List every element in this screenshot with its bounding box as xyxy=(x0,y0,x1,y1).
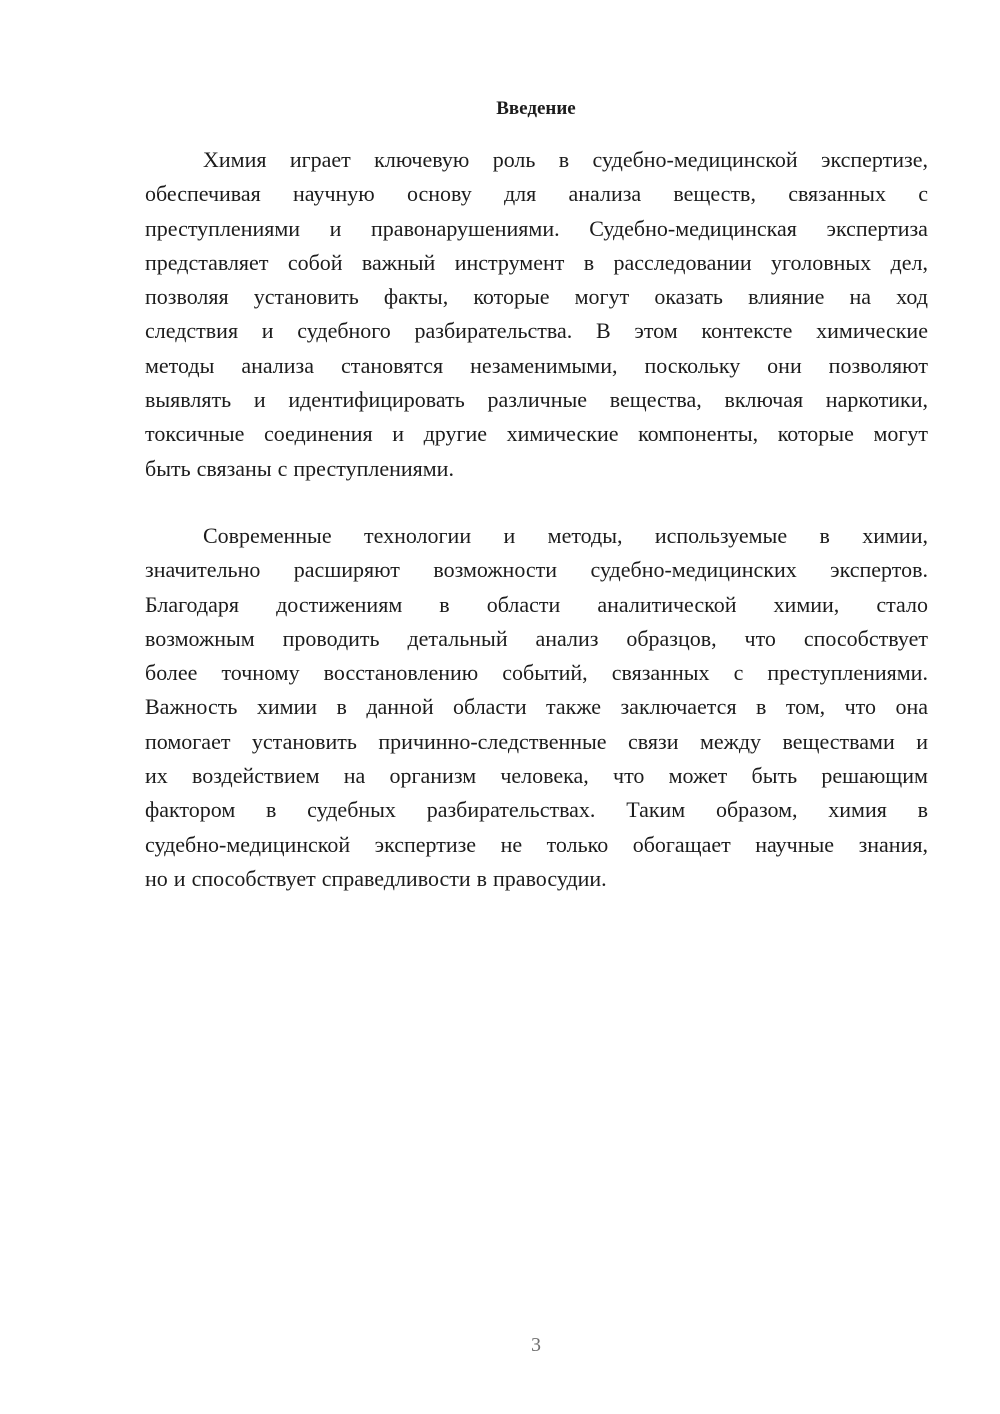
word: образцов, xyxy=(626,625,717,651)
text-line-words xyxy=(145,793,928,827)
word: обогащает xyxy=(632,831,731,857)
word: фактором xyxy=(145,797,236,823)
word: в xyxy=(819,523,830,548)
word: данной xyxy=(366,694,434,720)
word: способствует xyxy=(803,625,928,651)
text-line-words xyxy=(145,828,928,862)
word: уголовных xyxy=(771,249,872,275)
word: что xyxy=(744,625,776,651)
word: может xyxy=(668,763,728,789)
word: восстановлению xyxy=(323,660,479,686)
text-line xyxy=(145,588,928,622)
word: экспертов. xyxy=(830,557,928,583)
text-line xyxy=(145,280,928,314)
word: связанных xyxy=(788,181,886,207)
word: для xyxy=(503,181,537,207)
text-line xyxy=(145,690,928,724)
word: технологии xyxy=(363,523,472,548)
word: Судебно-медицинская xyxy=(589,215,797,241)
word: в xyxy=(558,147,570,172)
word: выявлять xyxy=(145,387,232,413)
word: экспертиза xyxy=(826,215,928,241)
word: поскольку xyxy=(644,352,741,378)
word: незаменимыми, xyxy=(470,352,618,378)
word: и xyxy=(329,215,342,241)
word: заключается xyxy=(620,694,737,720)
text-line xyxy=(145,246,928,280)
word: методы xyxy=(145,352,215,378)
word: в xyxy=(439,591,450,617)
section-title: Введение xyxy=(496,98,576,119)
word: основу xyxy=(406,181,472,207)
word: области xyxy=(486,591,561,617)
word: в xyxy=(476,865,488,891)
text-line-words xyxy=(145,690,928,724)
page-number: 3 xyxy=(531,1334,541,1356)
text-line-words xyxy=(145,725,928,759)
word: соединения xyxy=(263,421,373,447)
word: преступлениями xyxy=(145,215,301,241)
word: справедливости xyxy=(321,865,471,891)
word: химия xyxy=(828,797,887,823)
paragraph-1 xyxy=(145,143,928,486)
text-line xyxy=(145,622,928,656)
word: быть xyxy=(145,455,191,481)
word: собой xyxy=(287,249,343,275)
word: и xyxy=(261,318,274,344)
word: не xyxy=(500,831,523,857)
word: Химия xyxy=(203,147,267,172)
word: преступлениями. xyxy=(767,660,928,686)
text-line xyxy=(145,725,928,759)
text-line xyxy=(145,519,928,553)
word: представляет xyxy=(145,249,269,275)
word: которые xyxy=(473,284,550,310)
word: и xyxy=(916,728,928,754)
word: позволяют xyxy=(828,352,928,378)
text-line xyxy=(145,349,928,383)
text-line-words xyxy=(145,246,928,280)
word: в xyxy=(336,694,347,720)
word: Современные xyxy=(203,523,332,548)
word: наркотики, xyxy=(825,387,928,413)
word: анализа xyxy=(568,181,642,207)
text-line xyxy=(145,143,928,177)
word: правонарушениями. xyxy=(371,215,560,241)
text-line xyxy=(145,383,928,417)
word: химические xyxy=(816,318,928,344)
word: химии, xyxy=(773,591,840,617)
word: более xyxy=(145,660,198,686)
word: значительно xyxy=(145,557,261,583)
word: на xyxy=(343,763,366,789)
text-line xyxy=(145,417,928,451)
word: химии, xyxy=(862,523,928,548)
text-line-words xyxy=(145,349,928,383)
word: воздействием xyxy=(192,763,320,789)
word: веществ, xyxy=(673,181,756,207)
word: с xyxy=(918,181,928,207)
word: которые xyxy=(777,421,854,447)
word: событий, xyxy=(502,660,588,686)
word: анализ xyxy=(535,625,599,651)
word: роль xyxy=(492,147,536,172)
word: судебно-медицинской xyxy=(592,147,798,172)
text-line xyxy=(145,759,928,793)
word: токсичные xyxy=(145,421,245,447)
word: они xyxy=(767,352,802,378)
word: ход xyxy=(896,284,928,310)
word: другие xyxy=(423,421,488,447)
word: возможности xyxy=(433,557,558,583)
text-line xyxy=(145,212,928,246)
word: обеспечивая xyxy=(145,181,261,207)
text-line-words xyxy=(145,212,928,246)
text-line xyxy=(145,862,928,896)
word: химические xyxy=(506,421,619,447)
word: проводить xyxy=(282,625,380,651)
word: разбирательствах. xyxy=(426,797,596,823)
word: этом xyxy=(634,318,678,344)
word: аналитической xyxy=(597,591,737,617)
word: идентифицировать xyxy=(288,387,465,413)
word: оказать xyxy=(654,284,723,310)
text-line xyxy=(145,177,928,211)
word: решающим xyxy=(821,763,928,789)
word: расширяют xyxy=(293,557,400,583)
word: химии xyxy=(256,694,318,720)
word: с xyxy=(733,660,744,686)
word: но xyxy=(145,865,168,891)
word: инструмент xyxy=(454,249,565,275)
word: судебно-медицинских xyxy=(590,557,797,583)
word: и xyxy=(253,387,266,413)
word: знания, xyxy=(858,831,928,857)
word: и xyxy=(173,865,186,891)
text-line-words xyxy=(145,417,928,451)
word: причинно-следственные xyxy=(378,728,607,754)
text-line xyxy=(145,452,928,486)
word: между xyxy=(699,728,762,754)
word: возможным xyxy=(145,625,255,651)
word: могут xyxy=(574,284,630,310)
word: научные xyxy=(755,831,835,857)
word: анализа xyxy=(241,352,315,378)
word: дел, xyxy=(890,249,928,275)
text-line-words xyxy=(145,383,928,417)
word: человека, xyxy=(500,763,589,789)
text-line-words xyxy=(145,553,928,587)
word: разбирательства. xyxy=(414,318,573,344)
text-line-words xyxy=(145,177,928,211)
word: могут xyxy=(873,421,928,447)
word: научную xyxy=(293,181,375,207)
word: веществами xyxy=(782,728,895,754)
text-line xyxy=(145,828,928,862)
paragraph-2 xyxy=(145,519,928,896)
word: влияние xyxy=(748,284,825,310)
word: судебно-медицинской xyxy=(145,831,351,857)
word: только xyxy=(546,831,609,857)
word: включая xyxy=(724,387,804,413)
word: связаны xyxy=(196,455,272,481)
word: в xyxy=(756,694,767,720)
word: быть xyxy=(751,763,798,789)
text-line-words xyxy=(145,759,928,793)
word: В xyxy=(595,318,611,344)
word: что xyxy=(613,763,645,789)
word: ключевую xyxy=(374,147,470,172)
text-line-words xyxy=(145,280,928,314)
word: стало xyxy=(876,591,928,617)
text-line-words xyxy=(145,314,928,348)
word: детальный xyxy=(407,625,508,651)
word: с xyxy=(277,455,288,481)
word: в xyxy=(583,249,595,275)
text-line-words xyxy=(145,862,928,896)
word: различные xyxy=(487,387,588,413)
word: связи xyxy=(628,728,679,754)
word: методы, xyxy=(547,523,623,548)
word: Таким xyxy=(626,797,686,823)
word: и xyxy=(503,523,516,548)
word: Благодаря xyxy=(145,591,240,617)
text-line xyxy=(145,656,928,690)
word: достижениям xyxy=(276,591,403,617)
text-line-words xyxy=(145,622,928,656)
word: правосудии. xyxy=(493,865,607,891)
word: точному xyxy=(221,660,300,686)
word: экспертизе, xyxy=(821,147,928,172)
word: преступлениями. xyxy=(293,455,454,481)
word: расследовании xyxy=(613,249,752,275)
word: их xyxy=(145,763,168,789)
word: используемые xyxy=(654,523,788,548)
word: установить xyxy=(251,728,357,754)
text-line xyxy=(145,553,928,587)
text-line xyxy=(145,793,928,827)
text-line-words xyxy=(203,143,928,177)
word: важный xyxy=(361,249,436,275)
word: помогает xyxy=(145,728,231,754)
text-line-words xyxy=(145,656,928,690)
text-line-words xyxy=(145,452,928,486)
word: связанных xyxy=(611,660,710,686)
word: становятся xyxy=(340,352,444,378)
word: и xyxy=(392,421,405,447)
word: установить xyxy=(253,284,359,310)
word: Важность xyxy=(145,694,238,720)
word: организм xyxy=(389,763,477,789)
text-line-words xyxy=(203,519,928,553)
word: том, xyxy=(785,694,826,720)
word: судебного xyxy=(297,318,391,344)
word: образом, xyxy=(715,797,798,823)
word: вещества, xyxy=(609,387,702,413)
word: экспертизе xyxy=(374,831,477,857)
word: играет xyxy=(289,147,351,172)
text-line-words xyxy=(145,588,928,622)
word: также xyxy=(546,694,602,720)
word: на xyxy=(849,284,872,310)
word: в xyxy=(266,797,277,823)
word: контексте xyxy=(701,318,793,344)
word: способствует xyxy=(191,865,316,891)
word: позволяя xyxy=(145,284,229,310)
word: компоненты, xyxy=(638,421,759,447)
word: факты, xyxy=(383,284,449,310)
text-line xyxy=(145,314,928,348)
word: в xyxy=(917,797,928,823)
word: она xyxy=(895,694,928,720)
word: что xyxy=(844,694,876,720)
word: судебных xyxy=(307,797,396,823)
word: области xyxy=(453,694,527,720)
word: следствия xyxy=(145,318,239,344)
